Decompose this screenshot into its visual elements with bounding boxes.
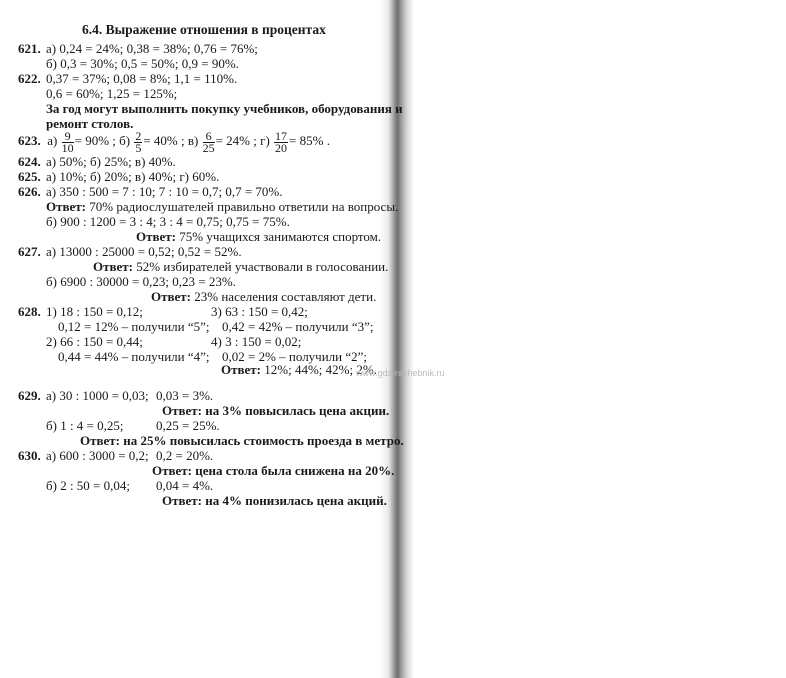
item-result: = 24% ; — [215, 133, 257, 148]
denominator: 5 — [135, 140, 142, 155]
problem-628-c3: 2) 66 : 150 = 0,44; — [46, 334, 143, 349]
problem-628-d3: 4) 3 : 150 = 0,02; — [211, 334, 302, 349]
answer-label: Ответ: — [152, 463, 193, 478]
answer-text: на 4% понизилась цена акций. — [205, 493, 387, 508]
problem-625-number: 625. — [18, 169, 41, 184]
problem-622-line2: 0,6 = 60%; 1,25 = 125%; — [46, 86, 178, 101]
problem-628-c2: 0,12 = 12% – получили “5”; — [58, 319, 210, 334]
problem-628-number: 628. — [18, 304, 41, 319]
problem-627-b-answer — [151, 289, 376, 304]
problem-628-c1: 1) 18 : 150 = 0,12; — [46, 304, 143, 319]
problem-628-d1: 3) 63 : 150 = 0,42; — [211, 304, 308, 319]
item-result: = 90% ; — [74, 133, 116, 148]
answer-text: 23% населения составляют дети. — [194, 289, 377, 304]
problem-627-a: а) 13000 : 25000 = 0,52; 0,52 = 52%. — [46, 244, 242, 259]
problem-622-line1: 0,37 = 37%; 0,08 = 8%; 1,1 = 110%. — [46, 71, 238, 86]
item-label: в) — [187, 133, 199, 148]
problem-629-number: 629. — [18, 388, 41, 403]
fraction — [61, 128, 74, 155]
item-result: = 40% ; — [143, 133, 185, 148]
answer-label: Ответ: — [162, 403, 203, 418]
problem-627-number: 627. — [18, 244, 41, 259]
denominator: 10 — [61, 140, 74, 155]
fraction — [134, 128, 142, 155]
problem-624-number: 624. — [18, 154, 41, 169]
problem-621-b: б) 0,3 = 30%; 0,5 = 50%; 0,9 = 90%. — [46, 56, 239, 71]
problem-626-a-answer — [46, 199, 398, 214]
problem-630-b: б) 2 : 50 = 0,04; — [46, 478, 130, 493]
numerator: 9 — [62, 131, 74, 143]
numerator: 2 — [135, 128, 142, 143]
problem-622-number: 622. — [18, 71, 41, 86]
problem-630-a2: 0,2 = 20%. — [156, 448, 214, 463]
problem-622-line4: ремонт столов. — [46, 116, 134, 131]
answer-text: 70% радиослушателей правильно ответили на вопросы. — [89, 199, 399, 214]
problem-630-a-answer — [152, 463, 394, 478]
denominator: 20 — [275, 140, 288, 155]
item-label: а) — [47, 133, 58, 148]
answer-text: на 25% повысилась стоимость проезда в метро. — [123, 433, 404, 448]
problem-629-b2: 0,25 = 25%. — [156, 418, 220, 433]
problem-623 — [18, 128, 330, 154]
problem-626-b-answer — [136, 229, 381, 244]
numerator: 17 — [275, 128, 288, 143]
watermark: www.gdz-reshebnik.ru — [356, 368, 445, 378]
problem-621-a: а) 0,24 = 24%; 0,38 = 38%; 0,76 = 76%; — [46, 41, 258, 56]
problem-629-a: а) 30 : 1000 = 0,03; — [46, 388, 149, 403]
problem-626-number: 626. — [18, 184, 41, 199]
problem-628-answer — [221, 362, 377, 377]
denominator: 25 — [202, 140, 215, 155]
answer-label: Ответ: — [80, 433, 121, 448]
fraction — [274, 128, 288, 155]
problem-628-d2: 0,42 = 42% – получили “3”; — [222, 319, 374, 334]
answer-text: 52% избирателей участвовали в голосовании. — [136, 259, 389, 274]
item-label: б) — [119, 133, 131, 148]
answer-label: Ответ: — [136, 229, 177, 244]
problem-627-a-answer — [93, 259, 388, 274]
answer-text: на 3% повысилась цена акции. — [205, 403, 390, 418]
fraction — [202, 128, 215, 155]
problem-629-b-answer — [80, 433, 404, 448]
item-result: = 85% . — [289, 133, 330, 148]
answer-label: Ответ: — [221, 362, 262, 377]
problem-626-b: б) 900 : 1200 = 3 : 4; 3 : 4 = 0,75; 0,75 = 75%. — [46, 214, 290, 229]
problem-622-line3: За год могут выполнить покупку учебников, оборудования и — [46, 101, 403, 116]
answer-label: Ответ: — [162, 493, 203, 508]
answer-text: 75% учащихся занимаются спортом. — [179, 229, 382, 244]
problem-628-c4: 0,44 = 44% – получили “4”; — [58, 349, 210, 364]
problem-630-b2: 0,04 = 4%. — [156, 478, 214, 493]
answer-label: Ответ: — [93, 259, 134, 274]
problem-629-b: б) 1 : 4 = 0,25; — [46, 418, 124, 433]
problem-624-text: а) 50%; б) 25%; в) 40%. — [46, 154, 176, 169]
problem-623-number: 623. — [18, 133, 41, 148]
answer-label: Ответ: — [151, 289, 192, 304]
section-title: 6.4. Выражение отношения в процентах — [82, 22, 326, 37]
numerator: 6 — [203, 131, 215, 143]
problem-630-a: а) 600 : 3000 = 0,2; — [46, 448, 149, 463]
problem-626-a: а) 350 : 500 = 7 : 10; 7 : 10 = 0,7; 0,7 = 70%. — [46, 184, 283, 199]
problem-627-b: б) 6900 : 30000 = 0,23; 0,23 = 23%. — [46, 274, 236, 289]
answer-label: Ответ: — [46, 199, 87, 214]
problem-621-number: 621. — [18, 41, 41, 56]
problem-630-number: 630. — [18, 448, 41, 463]
problem-629-a-answer — [162, 403, 389, 418]
problem-630-b-answer — [162, 493, 387, 508]
problem-625-text: а) 10%; б) 20%; в) 40%; г) 60%. — [46, 169, 220, 184]
problem-628-d4: 0,02 = 2% – получили “2”; — [222, 349, 368, 364]
answer-text: цена стола была снижена на 20%. — [195, 463, 395, 478]
answer-text: 12%; 44%; 42%; 2%. — [264, 362, 377, 377]
problem-629-a2: 0,03 = 3%. — [156, 388, 214, 403]
item-label: г) — [260, 133, 270, 148]
